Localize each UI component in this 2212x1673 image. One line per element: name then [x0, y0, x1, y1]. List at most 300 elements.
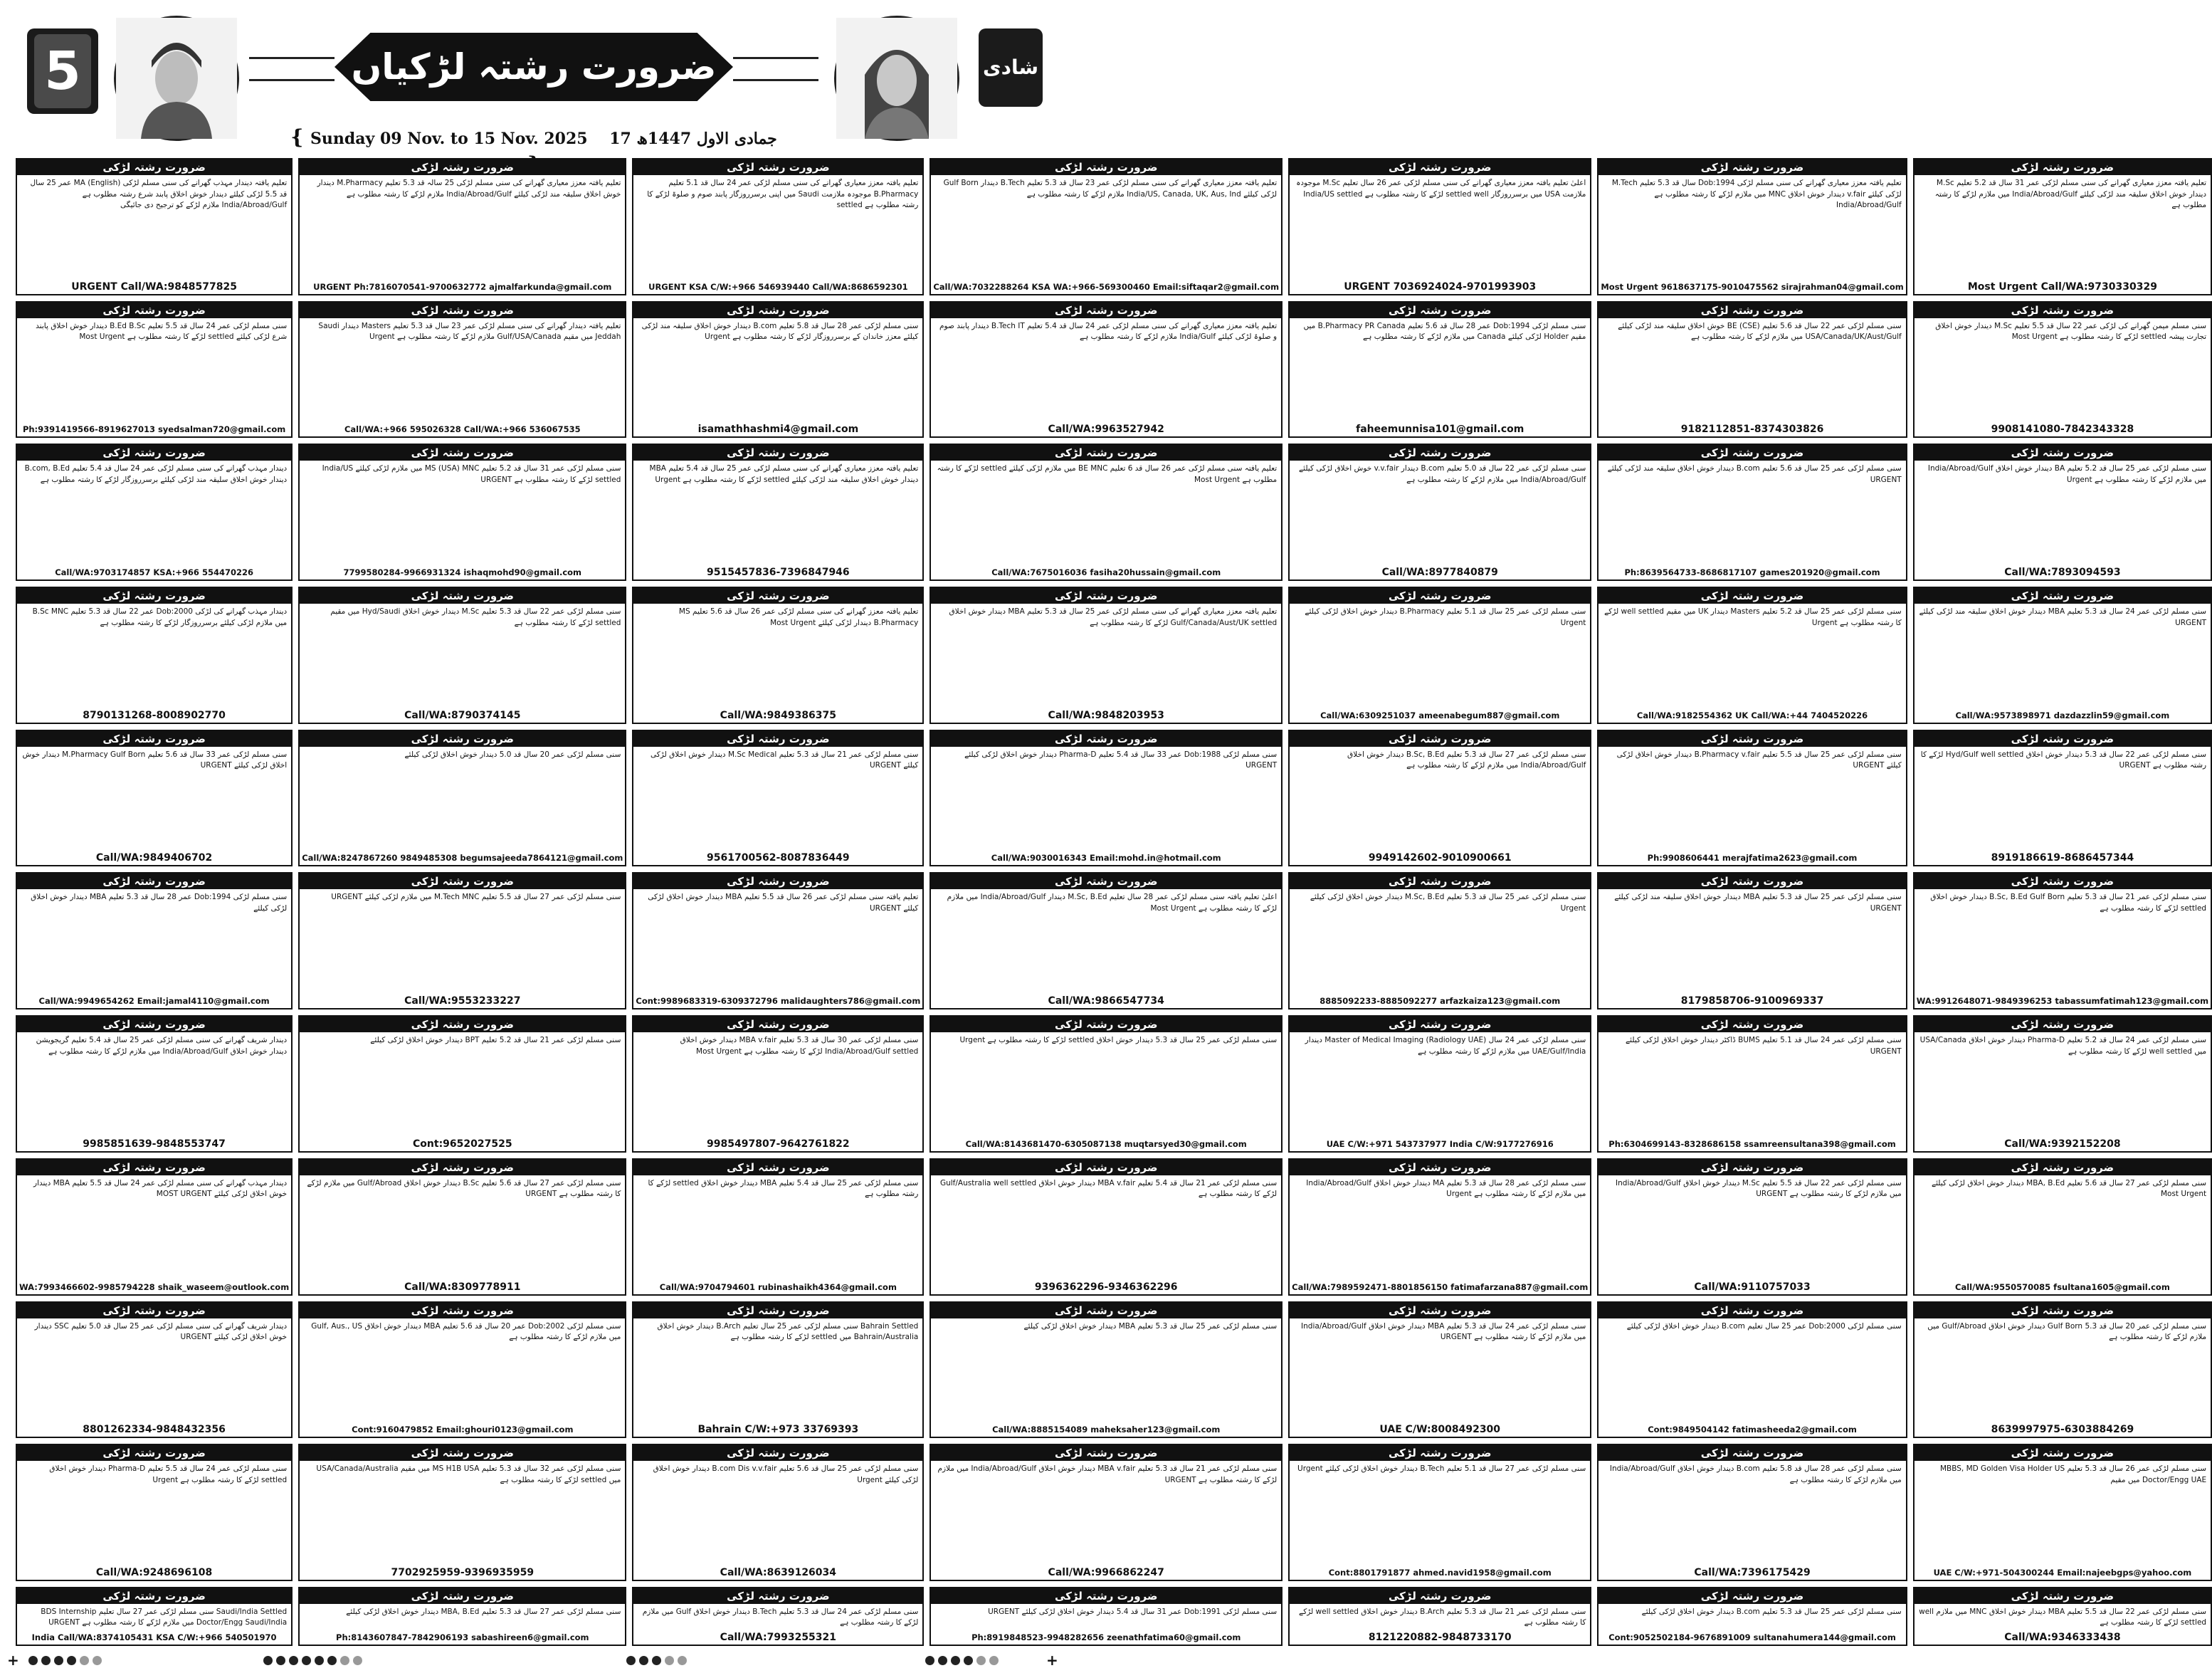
ad-text: سنی مسلم لڑکی Dob:1988 عمر 33 سال قد 5.4 تعلیم Pharma-D دیندار خوش اخلاق لڑکی کیلئے URGENT [964, 750, 1278, 770]
classified-ad [298, 444, 626, 581]
ad-heading: ضرورت رشتہ لڑکی [1915, 303, 2211, 318]
ad-contact: Call/WA:9030016343 Email:mohd.in@hotmail.com [991, 853, 1221, 864]
ad-contact: WA:7993466602-9985794228 shaik_waseem@outlook.com [19, 1281, 290, 1292]
ad-heading: ضرورت رشتہ لڑکی [1290, 303, 1590, 318]
ad-text: سنی مسلم لڑکی عمر 21 سال قد 5.3 تعلیم B.Arch دیندار خوش اخلاق well settled لڑکے کا رشتہ مطلوب ہے [1299, 1607, 1586, 1627]
ad-text: سنی مسلم لڑکی عمر 24 سال Master of Medical Imaging (Radiology UAE) دیندار UAE/Gulf/India میں ملازم لڑکے کا رشتہ مطلوب ہے [1305, 1036, 1586, 1056]
classified-ad [298, 1158, 626, 1296]
ad-heading: ضرورت رشتہ لڑکی [17, 1445, 291, 1461]
ad-contact: Call/WA:7032288264 KSA WA:+966-569300460 Email:siftaqar2@gmail.com [933, 281, 1280, 292]
ad-contact: Call/WA:8790374145 [404, 709, 521, 721]
classified-ad [632, 872, 924, 1009]
ad-contact: Most Urgent 9618637175-9010475562 sirajrahman04@gmail.com [1601, 281, 1904, 292]
classified-ad [1597, 444, 1907, 581]
classified-ad [1597, 1587, 1907, 1646]
groom-photo [114, 16, 239, 141]
ad-contact: Most Urgent Call/WA:9730330329 [1967, 280, 2157, 293]
ad-text: سنی مسلم میمن گھرانے کی لڑکی عمر 22 سال قد 5.5 تعلیم M.Sc دیندار خوش اخلاق تجارت پیشہ settled لڑکے کا رشتہ مطلوب ہے Most Urgent [1935, 321, 2207, 342]
ad-text: سنی مسلم لڑکی عمر 26 سال قد 5.3 تعلیم MBBS, MD Golden Visa Holder US Doctor/Engg UAE میں مقیم [1939, 1464, 2207, 1484]
ad-heading: ضرورت رشتہ لڑکی [931, 588, 1281, 604]
ad-heading: ضرورت رشتہ لڑکی [1599, 1160, 1905, 1175]
banner-ornament-left [249, 57, 335, 81]
ad-text: سنی مسلم لڑکی عمر 21 سال قد 5.2 تعلیم BPT دیندار خوش اخلاق لڑکی کیلئے [370, 1036, 621, 1045]
classified-ad [929, 1587, 1283, 1646]
ad-contact: Cont:9849504142 fatimasheeda2@gmail.com [1648, 1425, 1857, 1435]
ad-contact: URGENT KSA C/W:+966 546939440 Call/WA:8686592301 [648, 281, 908, 292]
ad-text: تعلیم یافتہ معزز معیاری گھرانے کی سنی مسلم لڑکی عمر 23 سال قد 5.3 تعلیم B.Tech دیندار Gulf Born لڑکی کیلئے India/US, Canada, UK, Aus, Ind ملازم لڑکے کا رشتہ مطلوب ہے [943, 179, 1278, 199]
classified-ad [1288, 872, 1591, 1009]
ad-contact: 9949142602-9010900661 [1368, 852, 1512, 864]
ad-text: سنی مسلم لڑکی عمر 24 سال قد 5.3 تعلیم B.Tech دیندار خوش اخلاق Gulf میں ملازم لڑکے کا رشتہ مطلوب ہے [642, 1607, 919, 1627]
dateline-open-brace: { [290, 125, 310, 149]
classified-ad [1288, 158, 1591, 295]
ad-heading: ضرورت رشتہ لڑکی [17, 588, 291, 604]
ad-text: تعلیم یافتہ سنی مسلم لڑکی عمر 26 سال قد 5.5 تعلیم MBA دیندار خوش اخلاق لڑکی کیلئے URGENT [648, 893, 919, 913]
page-number: 5 [34, 34, 91, 108]
color-bar-left [28, 1656, 102, 1666]
ad-text: تعلیم یافتہ دیندار گھرانے کی سنی مسلم لڑکی عمر 23 سال قد 5.3 تعلیم Masters دیندار Saudi Jeddah میں مقیم Gulf/USA/Canada ملازم لڑکے کا رشتہ مطلوب ہے Urgent [318, 321, 621, 342]
ad-contact: Ph:8919848523-9948282656 zeenathfatima60@gmail.com [971, 1632, 1241, 1642]
classified-ad [1597, 1444, 1907, 1581]
date-hijri: 17 جمادی الاول 1447ھ [609, 130, 777, 148]
ad-heading: ضرورت رشتہ لڑکی [1290, 445, 1590, 461]
ad-contact: URGENT Ph:7816070541-9700632772 ajmalfarkunda@gmail.com [313, 281, 612, 292]
ad-heading: ضرورت رشتہ لڑکی [17, 1303, 291, 1318]
ad-contact: 9908141080-7842343328 [1991, 424, 2134, 436]
ad-contact: 9396362296-9346362296 [1034, 1281, 1178, 1293]
ad-heading: ضرورت رشتہ لڑکی [931, 303, 1281, 318]
ad-contact: Call/WA:9110757033 [1694, 1281, 1811, 1293]
color-bar-center [263, 1656, 362, 1666]
classified-ad [929, 1301, 1283, 1439]
ad-heading: ضرورت رشتہ لڑکی [633, 445, 922, 461]
ad-text: سنی مسلم لڑکی عمر 22 سال قد 5.0 تعلیم B.com دیندار v.v.fair خوش اخلاق لڑکی کیلئے India/Abroad/Gulf میں ملازم لڑکے کا رشتہ مطلوب ہے [1299, 464, 1586, 484]
ad-text: سنی مسلم لڑکی عمر 21 سال قد 5.4 تعلیم MBA v.fair دیندار خوش اخلاق Gulf/Australia well settled لڑکے کا رشتہ مطلوب ہے [939, 1178, 1278, 1199]
classified-ad [1913, 1587, 2212, 1646]
ad-text: اعلیٰ تعلیم یافتہ سنی مسلم لڑکی عمر 28 سال تعلیم M.Sc, B.Ed دیندار India/Abroad/Gulf میں ملازم لڑکے کا رشتہ مطلوب ہے Most Urgent [947, 893, 1278, 913]
classified-ad [632, 301, 924, 439]
ad-text: سنی مسلم لڑکی عمر 24 سال قد 5.3 تعلیم MBA دیندار خوش اخلاق سلیقہ مند لڑکی کیلئے URGENT [1919, 607, 2207, 627]
ad-contact: 8919186619-8686457344 [1991, 852, 2134, 864]
ad-contact: Call/WA:9182554362 UK Call/WA:+44 7404520226 [1636, 710, 1868, 720]
ad-text: سنی مسلم لڑکی عمر 27 سال قد 5.6 تعلیم B.Sc دیندار خوش اخلاق Gulf/Abroad میں ملازم لڑکے کا رشتہ مطلوب ہے URGENT [307, 1178, 621, 1199]
ad-text: سنی مسلم لڑکی عمر 21 سال قد 5.3 تعلیم M.Sc Medical دیندار خوش اخلاق لڑکی کیلئے URGENT [651, 750, 919, 770]
ad-contact: Ph:6304699143-8328686158 ssamreensultana398@gmail.com [1608, 1138, 1896, 1149]
ad-text: سنی مسلم لڑکی عمر 25 سال قد 5.4 تعلیم MBA دیندار خوش اخلاق settled لڑکے کا رشتہ مطلوب ہے [648, 1178, 919, 1199]
ad-heading: ضرورت رشتہ لڑکی [1290, 159, 1590, 175]
ad-contact: Call/WA:6309251037 ameenabegum887@gmail.com [1320, 710, 1560, 720]
ad-text: تعلیم یافتہ دیندار مہذب گھرانے کی سنی مسلم لڑکی MA (English) عمر 25 سال قد 5.5 لڑکی کیلئے دیندار خوش اخلاق پابند شرع رشتہ مطلوب ہے India/Abroad/Gulf ملازم لڑکے کو ترجیح دی جائیگی [30, 179, 288, 209]
ad-text: سنی مسلم لڑکی عمر 21 سال قد 5.3 تعلیم B.Sc, B.Ed Gulf Born دیندار خوش اخلاق settled لڑکے کا رشتہ مطلوب ہے [1930, 893, 2207, 913]
classified-ad [632, 730, 924, 867]
ad-contact: Call/WA:8977840879 [1381, 567, 1498, 579]
classified-ads-grid [16, 158, 2209, 1646]
ad-heading: ضرورت رشتہ لڑکی [633, 159, 922, 175]
classified-ad [16, 444, 293, 581]
classified-ad [1288, 1301, 1591, 1439]
ad-heading: ضرورت رشتہ لڑکی [1290, 1588, 1590, 1604]
classified-ad [1288, 1015, 1591, 1153]
ad-heading: ضرورت رشتہ لڑکی [17, 874, 291, 889]
ad-contact: 9985497807-9642761822 [707, 1138, 850, 1150]
ad-contact: Call/WA:9848203953 [1048, 709, 1164, 721]
classified-ad [298, 872, 626, 1009]
ad-heading: ضرورت رشتہ لڑکی [17, 303, 291, 318]
classified-ad [16, 1158, 293, 1296]
ad-heading: ضرورت رشتہ لڑکی [1915, 159, 2211, 175]
ad-text: تعلیم یافتہ معزز معیاری گھرانے کی سنی مسلم لڑکی 25 سالہ قد 5.3 تعلیم M.Pharmacy دیندار خوش اخلاق سلیقہ مند لڑکی کیلئے India/Abroad/Gulf ملازم لڑکے کا رشتہ مطلوب ہے [317, 179, 621, 199]
banner-ornament-right [733, 57, 818, 81]
classified-ad [298, 158, 626, 295]
ad-heading: ضرورت رشتہ لڑکی [931, 1160, 1281, 1175]
ad-heading: ضرورت رشتہ لڑکی [633, 303, 922, 318]
ad-contact: Call/WA:7989592471-8801856150 fatimafarzana887@gmail.com [1292, 1281, 1589, 1292]
classified-ad [929, 158, 1283, 295]
ad-text: سنی مسلم لڑکی عمر 25 سال قد 5.3 تعلیم MBA دیندار خوش اخلاق لڑکی کیلئے [1023, 1321, 1278, 1331]
ad-heading: ضرورت رشتہ لڑکی [931, 1017, 1281, 1032]
ad-text: Bahrain Settled سنی مسلم لڑکی عمر 25 سال تعلیم B.Arch دیندار خوش اخلاق Bahrain/Australia میں settled لڑکے کا رشتہ مطلوب ہے [657, 1321, 919, 1342]
ad-heading: ضرورت رشتہ لڑکی [300, 1160, 625, 1175]
ad-heading: ضرورت رشتہ لڑکی [1290, 1160, 1590, 1175]
ad-heading: ضرورت رشتہ لڑکی [300, 159, 625, 175]
ad-text: سنی مسلم لڑکی عمر 27 سال قد 5.1 تعلیم B.Tech دیندار خوش اخلاق لڑکی کیلئے Urgent [1297, 1464, 1586, 1474]
classified-ad [1597, 1158, 1907, 1296]
ad-heading: ضرورت رشتہ لڑکی [931, 159, 1281, 175]
ad-contact: Call/WA:8309778911 [404, 1281, 521, 1293]
ad-text: سنی مسلم لڑکی عمر 21 سال قد 5.3 تعلیم MBA v.fair دیندار خوش اخلاق India/Abroad/Gulf میں ملازم لڑکے کا رشتہ مطلوب ہے URGENT [937, 1464, 1278, 1484]
ad-text: سنی مسلم لڑکی عمر 30 سال قد 5.3 تعلیم MBA v.fair دیندار خوش اخلاق India/Abroad/Gulf settled لڑکے کا رشتہ مطلوب ہے Most Urgent [680, 1036, 919, 1056]
ad-contact: India Call/WA:8374105431 KSA C/W:+966 540501970 [31, 1632, 277, 1642]
ad-heading: ضرورت رشتہ لڑکی [1915, 731, 2211, 747]
classified-ad [1913, 1158, 2212, 1296]
classified-ad [1913, 730, 2212, 867]
ad-contact: Call/WA:7993255321 [720, 1632, 837, 1643]
ad-text: سنی مسلم لڑکی عمر 22 سال قد 5.6 تعلیم BE (CSE) خوش اخلاق سلیقہ مند لڑکی کیلئے USA/Canada/UK/Aust/Gulf میں ملازم لڑکے کا رشتہ مطلوب ہے [1618, 321, 1902, 342]
classified-ad [1597, 730, 1907, 867]
ad-text: دیندار مہذب گھرانے کی سنی مسلم لڑکی عمر 24 سال قد 5.5 تعلیم MBA دیندار خوش اخلاق لڑکی کیلئے MOST URGENT [33, 1178, 288, 1199]
ad-text: سنی مسلم لڑکی Dob:2002 عمر 20 سال قد 5.6 تعلیم MBA دیندار خوش اخلاق Gulf, Aus., US میں ملازم لڑکے کا رشتہ مطلوب ہے [311, 1321, 621, 1342]
color-bar-center-right [626, 1656, 687, 1666]
ad-heading: ضرورت رشتہ لڑکی [1915, 588, 2211, 604]
ad-heading: ضرورت رشتہ لڑکی [300, 588, 625, 604]
ad-text: تعلیم یافتہ سنی مسلم لڑکی عمر 26 سال قد 6 تعلیم BE MNC میں ملازم لڑکی کیلئے settled لڑکے کا رشتہ مطلوب ہے Most Urgent [937, 464, 1278, 484]
ad-heading: ضرورت رشتہ لڑکی [1290, 588, 1590, 604]
classified-ad [1597, 301, 1907, 439]
ad-heading: ضرورت رشتہ لڑکی [633, 731, 922, 747]
ad-text: سنی مسلم لڑکی Dob:1994 عمر 28 سال قد 5.6 تعلیم B.Pharmacy PR Canada میں مقیم Holder لڑکی کیلئے Canada میں ملازم لڑکے کا رشتہ مطلوب ہے [1303, 321, 1586, 342]
classified-ad [298, 1015, 626, 1153]
ad-contact: Call/WA:9866547734 [1048, 995, 1164, 1007]
ad-heading: ضرورت رشتہ لڑکی [1290, 1445, 1590, 1461]
ad-contact: Call/WA:9573898971 dazdazzlin59@gmail.com [1955, 710, 2170, 720]
ad-contact: 9182112851-8374303826 [1680, 424, 1824, 436]
classified-ad [16, 1301, 293, 1439]
ad-text: سنی مسلم لڑکی عمر 25 سال قد 5.3 دیندار خوش اخلاق settled لڑکے کا رشتہ مطلوب ہے Urgent [959, 1036, 1278, 1045]
ad-text: سنی مسلم لڑکی عمر 25 سال قد 5.6 تعلیم B.com Dis v.v.fair دیندار خوش اخلاق لڑکی کیلئے Urgent [653, 1464, 919, 1484]
classified-ad [632, 444, 924, 581]
ad-contact: Cont:9989683319-6309372796 malidaughters786@gmail.com [636, 996, 921, 1007]
classified-ad [1913, 1444, 2212, 1581]
classified-ad [632, 1301, 924, 1439]
ad-contact: 8179858706-9100969337 [1680, 995, 1824, 1007]
registration-mark-right: + [1046, 1652, 1058, 1669]
classified-ad [16, 1444, 293, 1581]
classified-ad [1288, 1587, 1591, 1646]
ad-contact: Call/WA:9704794601 rubinashaikh4364@gmail.com [659, 1281, 897, 1292]
ad-contact: 9561700562-8087836449 [707, 852, 850, 864]
ad-heading: ضرورت رشتہ لڑکی [1599, 1445, 1905, 1461]
ad-contact: Call/WA:8143681470-6305087138 muqtarsyed30@gmail.com [965, 1138, 1247, 1149]
ad-heading: ضرورت رشتہ لڑکی [931, 1588, 1281, 1604]
ad-heading: ضرورت رشتہ لڑکی [300, 445, 625, 461]
ad-heading: ضرورت رشتہ لڑکی [17, 731, 291, 747]
classified-ad [298, 1301, 626, 1439]
ad-contact: Ph:9391419566-8919627013 syedsalman720@gmail.com [22, 424, 286, 435]
ad-contact: Call/WA:8639126034 [720, 1566, 837, 1578]
ad-heading: ضرورت رشتہ لڑکی [633, 1303, 922, 1318]
ad-contact: Bahrain C/W:+973 33769393 [697, 1424, 859, 1436]
ad-text: تعلیم یافتہ معزز معیاری گھرانے کی سنی مسلم لڑکی عمر 25 سال قد 5.4 تعلیم MBA دیندار خوش اخلاق سلیقہ مند لڑکی کیلئے settled لڑکے کا رشتہ مطلوب ہے Urgent [649, 464, 919, 484]
ad-text: تعلیم یافتہ معزز معیاری گھرانے کی سنی مسلم لڑکی عمر 24 سال قد 5.1 تعلیم B.Pharmacy موجودہ ملازمت Saudi میں اپنی برسرروزگار پابند صوم و صلوۃ لڑکے کا رشتہ مطلوب ہے settled [647, 179, 919, 209]
ad-text: سنی مسلم لڑکی عمر 27 سال قد 5.3 تعلیم B.Sc, B.Ed دیندار خوش اخلاق India/Abroad/Gulf میں ملازم لڑکے کا رشتہ مطلوب ہے [1347, 750, 1586, 770]
ad-contact: 8639997975-6303884269 [1991, 1424, 2134, 1436]
ad-heading: ضرورت رشتہ لڑکی [1290, 1017, 1590, 1032]
ad-heading: ضرورت رشتہ لڑکی [633, 1445, 922, 1461]
ad-text: سنی مسلم لڑکی عمر 25 سال قد 5.6 تعلیم B.com دیندار خوش اخلاق سلیقہ مند لڑکی کیلئے URGENT [1607, 464, 1902, 484]
ad-text: سنی مسلم لڑکی عمر 20 سال قد 5.0 دیندار خوش اخلاق لڑکی کیلئے [404, 750, 621, 759]
ad-heading: ضرورت رشتہ لڑکی [300, 731, 625, 747]
ad-contact: Ph:8143607847-7842906193 sabashireen6@gmail.com [336, 1632, 589, 1642]
ad-contact: Call/WA:9949654262 Email:jamal4110@gmail.com [38, 996, 270, 1007]
ad-heading: ضرورت رشتہ لڑکی [1915, 1588, 2211, 1604]
ad-text: سنی مسلم لڑکی عمر 25 سال قد 5.5 تعلیم B.Pharmacy v.fair دیندار خوش اخلاق لڑکی کیلئے URGENT [1616, 750, 1902, 770]
ad-text: Saudi/India Settled سنی مسلم لڑکی عمر 27 سال تعلیم BDS Internship Doctor/Engg Saudi/India میں ملازم لڑکے کا رشتہ مطلوب ہے URGENT [41, 1607, 288, 1627]
ad-heading: ضرورت رشتہ لڑکی [931, 874, 1281, 889]
ad-contact: Call/WA:8885154089 maheksaher123@gmail.com [992, 1425, 1221, 1435]
ad-heading: ضرورت رشتہ لڑکی [1599, 1588, 1905, 1604]
ad-text: تعلیم یافتہ معزز معیاری گھرانے کی سنی مسلم لڑکی Dob:1994 سال قد 5.3 تعلیم M.Tech لڑکی کیلئے v.fair دیندار خوش اخلاق MNC میں ملازم لڑکے کا رشتہ مطلوب ہے India/Abroad/Gulf [1611, 179, 1902, 209]
ad-heading: ضرورت رشتہ لڑکی [300, 303, 625, 318]
ad-text: سنی مسلم لڑکی عمر 25 سال قد 5.3 تعلیم M.Sc, B.Ed دیندار خوش اخلاق لڑکی کیلئے Urgent [1310, 893, 1586, 913]
ad-text: سنی مسلم لڑکی Dob:1994 عمر 28 سال قد 5.3 تعلیم MBA دیندار خوش اخلاق لڑکی کیلئے [31, 893, 288, 913]
ad-heading: ضرورت رشتہ لڑکی [17, 1017, 291, 1032]
classified-ad [1288, 730, 1591, 867]
ad-text: اعلیٰ تعلیم یافتہ معزز معیاری گھرانے کی سنی مسلم لڑکی عمر 26 سال تعلیم M.Sc موجودہ ملازمت USA میں برسرروزگار settled well لڑکے کا رشتہ مطلوب ہے India/US settled [1296, 179, 1586, 199]
classified-ad [632, 1444, 924, 1581]
classified-ad [1597, 872, 1907, 1009]
classified-ad [632, 1015, 924, 1153]
ad-text: دیندار شریف گھرانے کی سنی مسلم لڑکی عمر 25 سال قد 5.0 تعلیم SSC دیندار خوش اخلاق لڑکی کیلئے URGENT [34, 1321, 288, 1342]
ad-contact: Cont:9052502184-9676891009 sultanahumera144@gmail.com [1608, 1632, 1896, 1642]
ad-heading: ضرورت رشتہ لڑکی [1599, 159, 1905, 175]
ad-heading: ضرورت رشتہ لڑکی [300, 1017, 625, 1032]
ad-heading: ضرورت رشتہ لڑکی [17, 445, 291, 461]
classified-ad [929, 872, 1283, 1009]
ad-contact: 8801262334-9848432356 [83, 1424, 226, 1436]
classified-ad [1288, 301, 1591, 439]
title-banner [235, 13, 833, 127]
ad-text: تعلیم یافتہ معزز گھرانے کی سنی مسلم لڑکی عمر 26 سال قد 5.6 تعلیم MS B.Pharmacy دیندار لڑکی کیلئے Most Urgent [678, 607, 919, 627]
ad-contact: 8885092233-8885092277 arfazkaiza123@gmail.com [1320, 996, 1561, 1007]
ad-heading: ضرورت رشتہ لڑکی [1290, 1303, 1590, 1318]
classified-ad [1913, 1301, 2212, 1439]
ad-heading: ضرورت رشتہ لڑکی [1290, 874, 1590, 889]
classified-ad [1597, 158, 1907, 295]
ad-heading: ضرورت رشتہ لڑکی [1915, 874, 2211, 889]
ad-contact: UAE C/W:+971-504300244 Email:najeebgps@yahoo.com [1933, 1567, 2192, 1578]
ad-heading: ضرورت رشتہ لڑکی [1915, 1017, 2211, 1032]
ad-text: سنی مسلم لڑکی عمر 22 سال قد 5.3 تعلیم M.Sc دیندار خوش اخلاق Hyd/Saudi میں مقیم settled لڑکے کا رشتہ مطلوب ہے [330, 607, 621, 627]
shaadi-mubarak-label: شادی مبارک [979, 28, 1043, 107]
ad-contact: 9985851639-9848553747 [83, 1138, 226, 1150]
ad-text: تعلیم یافتہ معزز معیاری گھرانے کی سنی مسلم لڑکی عمر 31 سال قد 5.2 تعلیم M.Sc دیندار خوش اخلاق سلیقہ مند لڑکی کیلئے India/Abroad/Gulf میں ملازم لڑکے کا رشتہ مطلوب ہے [1934, 179, 2207, 209]
color-bar-right [925, 1656, 999, 1666]
ad-contact: faheemunnisa101@gmail.com [1356, 424, 1524, 436]
bride-photo [834, 16, 959, 141]
ad-heading: ضرورت رشتہ لڑکی [633, 1017, 922, 1032]
ad-text: سنی مسلم لڑکی عمر 24 سال قد 5.2 تعلیم Pharma-D دیندار خوش اخلاق USA/Canada میں well settled لڑکے کا رشتہ مطلوب ہے [1919, 1036, 2207, 1056]
ad-heading: ضرورت رشتہ لڑکی [931, 1303, 1281, 1318]
ad-heading: ضرورت رشتہ لڑکی [300, 874, 625, 889]
ad-heading: ضرورت رشتہ لڑکی [1915, 1445, 2211, 1461]
classified-ad [1913, 587, 2212, 724]
ad-heading: ضرورت رشتہ لڑکی [1599, 588, 1905, 604]
ad-contact: 7702925959-9396935959 [391, 1566, 534, 1578]
ad-text: سنی مسلم لڑکی Dob:2000 عمر 25 سال تعلیم B.com دیندار خوش اخلاق لڑکی کیلئے [1626, 1321, 1902, 1331]
classified-ad [929, 1158, 1283, 1296]
classified-ad [1913, 872, 2212, 1009]
ad-text: سنی مسلم لڑکی عمر 27 سال قد 5.5 تعلیم M.Tech MNC میں ملازم لڑکی کیلئے URGENT [331, 893, 621, 902]
ad-contact: UAE C/W:8008492300 [1379, 1424, 1501, 1436]
ad-text: سنی مسلم لڑکی عمر 28 سال قد 5.8 تعلیم B.com دیندار خوش اخلاق India/Abroad/Gulf میں ملازم لڑکے کا رشتہ مطلوب ہے [1609, 1464, 1902, 1484]
classified-ad [1597, 1301, 1907, 1439]
ad-heading: ضرورت رشتہ لڑکی [633, 1588, 922, 1604]
ad-contact: Ph:8639564733-8686817107 games201920@gmail.com [1624, 567, 1880, 578]
ad-contact: 9515457836-7396847946 [707, 567, 850, 579]
ad-contact: isamathhashmi4@gmail.com [697, 424, 859, 436]
ad-contact: Call/WA:7675016036 fasiha20hussain@gmail.com [991, 567, 1221, 578]
ad-heading: ضرورت رشتہ لڑکی [1290, 731, 1590, 747]
ad-text: دیندار مہذب گھرانے کی لڑکی Dob:2000 عمر 22 سال قد 5.3 تعلیم B.Sc MNC میں ملازم لڑکی کیلئے برسرروزگار لڑکے کا رشتہ مطلوب ہے [32, 607, 288, 627]
classified-ad [929, 587, 1283, 724]
classified-ad [16, 587, 293, 724]
date-english: Sunday 09 Nov. to 15 Nov. 2025 [310, 130, 588, 148]
classified-ad [632, 158, 924, 295]
ad-text: سنی مسلم لڑکی عمر 33 سال قد 5.6 تعلیم M.Pharmacy Gulf Born دیندار خوش اخلاق لڑکی کیلئے URGENT [22, 750, 288, 770]
ad-contact: Cont:8801791877 ahmed.navid1958@gmail.com [1328, 1567, 1552, 1578]
ad-heading: ضرورت رشتہ لڑکی [1599, 874, 1905, 889]
classified-ad [929, 1015, 1283, 1153]
ad-heading: ضرورت رشتہ لڑکی [1915, 445, 2211, 461]
classified-ad [16, 1015, 293, 1153]
ad-heading: ضرورت رشتہ لڑکی [1599, 303, 1905, 318]
ad-text: سنی مسلم لڑکی عمر 24 سال قد 5.5 تعلیم B.Ed B.Sc دیندار خوش اخلاق پابند شرع لڑکی کیلئے settled لڑکے کا رشتہ مطلوب ہے Most Urgent [36, 321, 288, 342]
ad-heading: ضرورت رشتہ لڑکی [931, 445, 1281, 461]
ad-contact: Cont:9652027525 [413, 1138, 512, 1150]
classified-ad [1913, 301, 2212, 439]
ad-contact: Call/WA:9849406702 [95, 852, 213, 864]
ad-text: دیندار شریف گھرانے کی سنی مسلم لڑکی عمر 25 سال قد 5.4 تعلیم گریجویشن دیندار خوش اخلاق India/Abroad/Gulf میں ملازم لڑکے کا رشتہ مطلوب ہے [36, 1036, 288, 1056]
classified-ad [632, 587, 924, 724]
classified-ad [298, 587, 626, 724]
ad-heading: ضرورت رشتہ لڑکی [1599, 1017, 1905, 1032]
ad-text: سنی مسلم لڑکی عمر 25 سال قد 5.2 تعلیم Masters دیندار UK میں مقیم well settled لڑکے کا رشتہ مطلوب ہے Urgent [1604, 607, 1902, 627]
ad-contact: Call/WA:9849386375 [720, 709, 837, 721]
ad-contact: WA:9912648071-9849396253 tabassumfatimah123@gmail.com [1916, 996, 2209, 1007]
classified-ad [16, 1587, 293, 1646]
ad-text: سنی مسلم لڑکی عمر 31 سال قد 5.2 تعلیم MS (USA) MNC میں ملازم لڑکی کیلئے India/US settled لڑکے کا رشتہ مطلوب ہے URGENT [322, 464, 621, 484]
ad-contact: URGENT 7036924024-9701993903 [1344, 280, 1537, 293]
classified-ad [929, 1444, 1283, 1581]
classified-ad [1288, 587, 1591, 724]
ad-heading: ضرورت رشتہ لڑکی [1599, 445, 1905, 461]
ad-text: سنی مسلم لڑکی عمر 24 سال قد 5.1 تعلیم BUMS ڈاکٹر دیندار خوش اخلاق لڑکی کیلئے URGENT [1626, 1036, 1902, 1056]
page-footer [0, 1650, 1068, 1672]
ad-heading: ضرورت رشتہ لڑکی [931, 1445, 1281, 1461]
classified-ad [1597, 587, 1907, 724]
ad-contact: Call/WA:9966862247 [1048, 1566, 1164, 1578]
classified-ad [16, 158, 293, 295]
classified-ad [298, 1587, 626, 1646]
ad-contact: Call/WA:9963527942 [1048, 424, 1164, 436]
ad-contact: 7799580284-9966931324 ishaqmohd90@gmail.com [343, 567, 582, 578]
ad-text: سنی مسلم لڑکی عمر 28 سال قد 5.3 تعلیم MA دیندار خوش اخلاق India/Abroad/Gulf میں ملازم لڑکے کا رشتہ مطلوب ہے Urgent [1306, 1178, 1586, 1199]
ad-contact: 8121220882-9848733170 [1368, 1632, 1512, 1643]
classified-ad [929, 730, 1283, 867]
ad-heading: ضرورت رشتہ لڑکی [931, 731, 1281, 747]
ad-heading: ضرورت رشتہ لڑکی [300, 1445, 625, 1461]
dateline [285, 125, 783, 150]
ad-heading: ضرورت رشتہ لڑکی [633, 874, 922, 889]
ad-text: تعلیم یافتہ معزز معیاری گھرانے کی سنی مسلم لڑکی عمر 25 سال قد 5.3 تعلیم MBA دیندار خوش اخلاق Gulf/Canada/Aust/UK settled لڑکے کا رشتہ مطلوب ہے [949, 607, 1278, 627]
ad-contact: UAE C/W:+971 543737977 India C/W:9177276916 [1326, 1138, 1554, 1149]
classified-ad [1597, 1015, 1907, 1153]
ad-heading: ضرورت رشتہ لڑکی [633, 1160, 922, 1175]
ad-contact: Call/WA:9248696108 [95, 1566, 213, 1578]
ad-contact: Call/WA:9550570085 fsultana1605@gmail.com [1955, 1281, 2170, 1292]
page-title: ضرورت رشتہ لڑکیاں [351, 46, 717, 88]
ad-text: سنی مسلم لڑکی عمر 20 سال قد 5.3 Gulf Born دیندار خوش اخلاق Gulf/Abroad میں ملازم لڑکے کا رشتہ مطلوب ہے [1927, 1321, 2207, 1342]
ad-contact: Ph:9908606441 merajfatima2623@gmail.com [1647, 853, 1858, 864]
ad-heading: ضرورت رشتہ لڑکی [1915, 1160, 2211, 1175]
classified-ad [929, 301, 1283, 439]
ad-heading: ضرورت رشتہ لڑکی [17, 1588, 291, 1604]
ad-text: سنی مسلم لڑکی عمر 22 سال قد 5.3 دیندار خوش اخلاق Hyd/Gulf well settled لڑکے کا رشتہ مطلوب ہے URGENT [1920, 750, 2207, 770]
classified-ad [298, 730, 626, 867]
ad-contact: Call/WA:9553233227 [404, 995, 521, 1007]
ad-contact: URGENT Call/WA:9848577825 [71, 280, 237, 293]
classified-ad [1913, 158, 2212, 295]
ad-contact: Call/WA:8247867260 9849485308 begumsajeeda7864121@gmail.com [302, 853, 623, 864]
classified-ad [16, 730, 293, 867]
ad-text: سنی مسلم لڑکی عمر 22 سال قد 5.5 تعلیم M.Sc دیندار خوش اخلاق India/Abroad/Gulf میں ملازم لڑکے کا رشتہ مطلوب ہے URGENT [1616, 1178, 1902, 1199]
classified-ad [1913, 444, 2212, 581]
classified-ad [632, 1158, 924, 1296]
classified-ad [1288, 444, 1591, 581]
registration-mark-left: + [7, 1652, 19, 1669]
ad-text: سنی مسلم لڑکی عمر 22 سال قد 5.5 تعلیم MBA دیندار خوش اخلاق MNC میں ملازم well settled لڑکے کا رشتہ مطلوب ہے [1919, 1607, 2207, 1627]
ad-text: دیندار مہذب گھرانے کی سنی مسلم لڑکی عمر 24 سال قد 5.4 تعلیم B.com, B.Ed دیندار خوش اخلاق سلیقہ مند لڑکی کیلئے برسرروزگار لڑکے کا رشتہ مطلوب ہے [24, 464, 288, 484]
ad-heading: ضرورت رشتہ لڑکی [17, 159, 291, 175]
ad-text: سنی مسلم لڑکی عمر 27 سال قد 5.6 تعلیم MBA, B.Ed دیندار خوش اخلاق لڑکی کیلئے Most Urgent [1931, 1178, 2207, 1199]
ad-text: سنی مسلم لڑکی عمر 27 سال قد 5.3 تعلیم MBA, B.Ed دیندار خوش اخلاق لڑکی کیلئے [346, 1607, 621, 1616]
ad-text: تعلیم یافتہ معزز معیاری گھرانے کی سنی مسلم لڑکی عمر 24 سال قد 5.4 تعلیم B.Tech IT دیندار پابند صوم و صلوۃ لڑکی کیلئے India/Gulf ملازم لڑکے کا رشتہ مطلوب ہے [939, 321, 1278, 342]
ad-contact: Call/WA:+966 595026328 Call/WA:+966 536067535 [344, 424, 581, 435]
classified-ad [16, 301, 293, 439]
ad-heading: ضرورت رشتہ لڑکی [1599, 731, 1905, 747]
ad-heading: ضرورت رشتہ لڑکی [17, 1160, 291, 1175]
ad-text: سنی مسلم لڑکی عمر 25 سال قد 5.3 تعلیم MBA دیندار خوش اخلاق سلیقہ مند لڑکی کیلئے URGENT [1614, 893, 1902, 913]
